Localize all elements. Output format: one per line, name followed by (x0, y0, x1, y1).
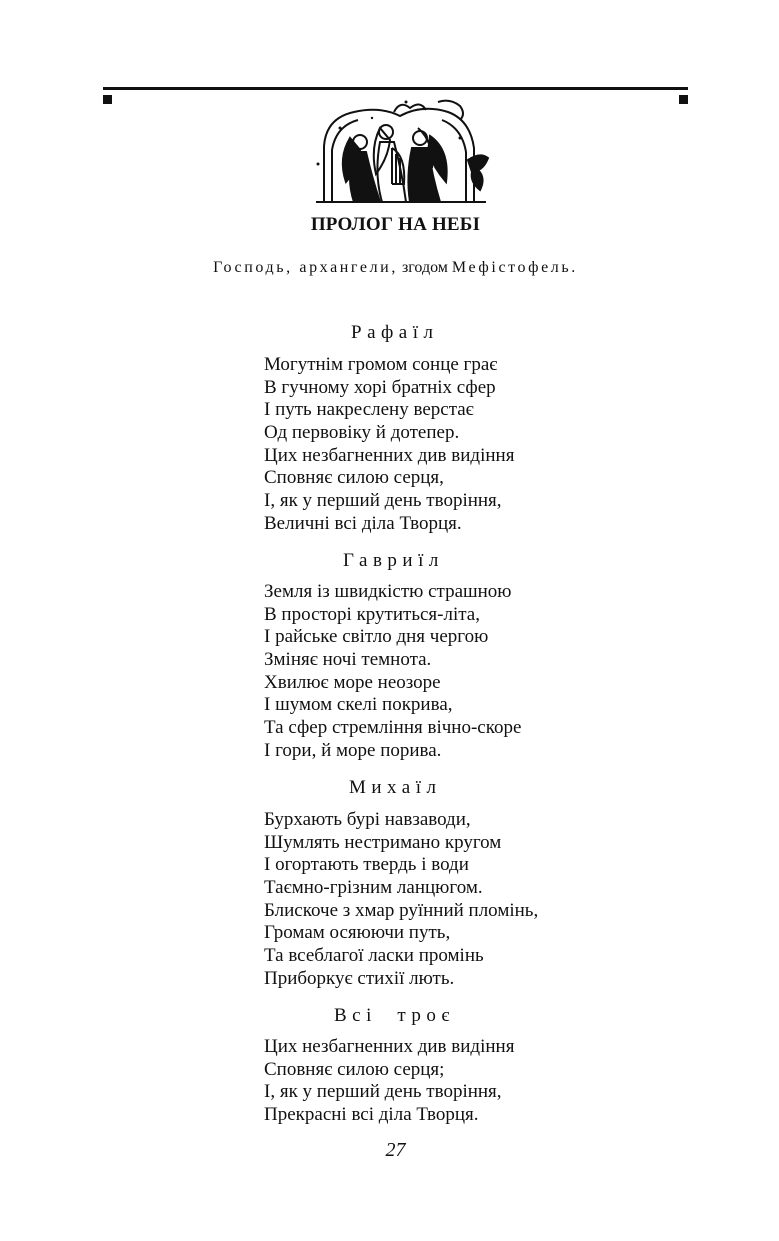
cast-list-part: Мефістофель. (451, 259, 578, 276)
verse-line: В просторі крутиться-літа, (264, 603, 480, 625)
verse-line: І, як у перший день творіння, (264, 490, 502, 512)
stanza (264, 809, 538, 991)
verse-line: І гори, й море порива. (264, 739, 442, 761)
verse-line: І шумом скелі покрива, (264, 694, 453, 716)
verse-line: І путь накреслену верстає (264, 399, 474, 421)
speaker-name: Михаїл (349, 777, 442, 798)
verse-line: Приборкує стихії лють. (264, 967, 455, 989)
speaker-name: Всі троє (334, 1005, 456, 1026)
verse-line: Сповняє силою серця, (264, 467, 444, 489)
chapter-title: ПРОЛОГ НА НЕБІ (310, 214, 481, 235)
verse-line: Зміняє ночі темнота. (264, 649, 432, 671)
verse-line: Хвилює море неозоре (264, 671, 441, 693)
verse-line: І райське світло дня чергою (264, 626, 489, 648)
verse-line: Та сфер стремління вічно-скоре (264, 717, 522, 739)
verse-line: Блискоче з хмар руїнний пломінь, (264, 899, 539, 921)
verse-line: Шумлять нестримано кругом (264, 831, 502, 853)
verse-line: Величні всі діла Творця. (264, 512, 462, 534)
left-ornament-square (103, 95, 112, 104)
verse-line: Земля із швидкістю страшною (264, 581, 512, 602)
right-ornament-square (679, 95, 688, 104)
verse-line: Та всеблагої ласки промінь (264, 945, 484, 967)
verse-line: І огортають твердь і води (264, 854, 469, 876)
stanza (264, 581, 521, 763)
speaker-name: Гавриїл (343, 550, 444, 571)
verse-line: Цих незбагненних див видіння (264, 444, 515, 466)
verse-line: Таємно-грізним ланцюгом. (264, 877, 483, 899)
top-rule (103, 87, 688, 90)
stanza (264, 354, 514, 536)
verse-line: Сповняє силою серця; (264, 1058, 445, 1080)
verse-line: І, як у перший день творіння, (264, 1081, 502, 1103)
speaker-name: Рафаїл (351, 322, 439, 343)
verse-line: Могутнім громом сонце грає (264, 354, 498, 375)
stanza (264, 1036, 514, 1127)
cast-list (0, 259, 779, 277)
cast-list-part: згодом (397, 259, 452, 276)
verse-line: Прекрасні всі діла Творця. (264, 1104, 479, 1126)
verse-line: Од первовіку й дотепер. (264, 422, 460, 444)
page-number: 27 (385, 1139, 406, 1161)
angels-vignette-illustration (310, 98, 492, 206)
verse-line: Бурхають бурі навзаводи, (264, 809, 471, 830)
verse-line: В гучному хорі братніх сфер (264, 376, 496, 398)
cast-list-part: Господь, архангели, (213, 259, 398, 276)
verse-line: Громам осяюючи путь, (264, 922, 451, 944)
verse-line: Цих незбагненних див видіння (264, 1036, 515, 1057)
